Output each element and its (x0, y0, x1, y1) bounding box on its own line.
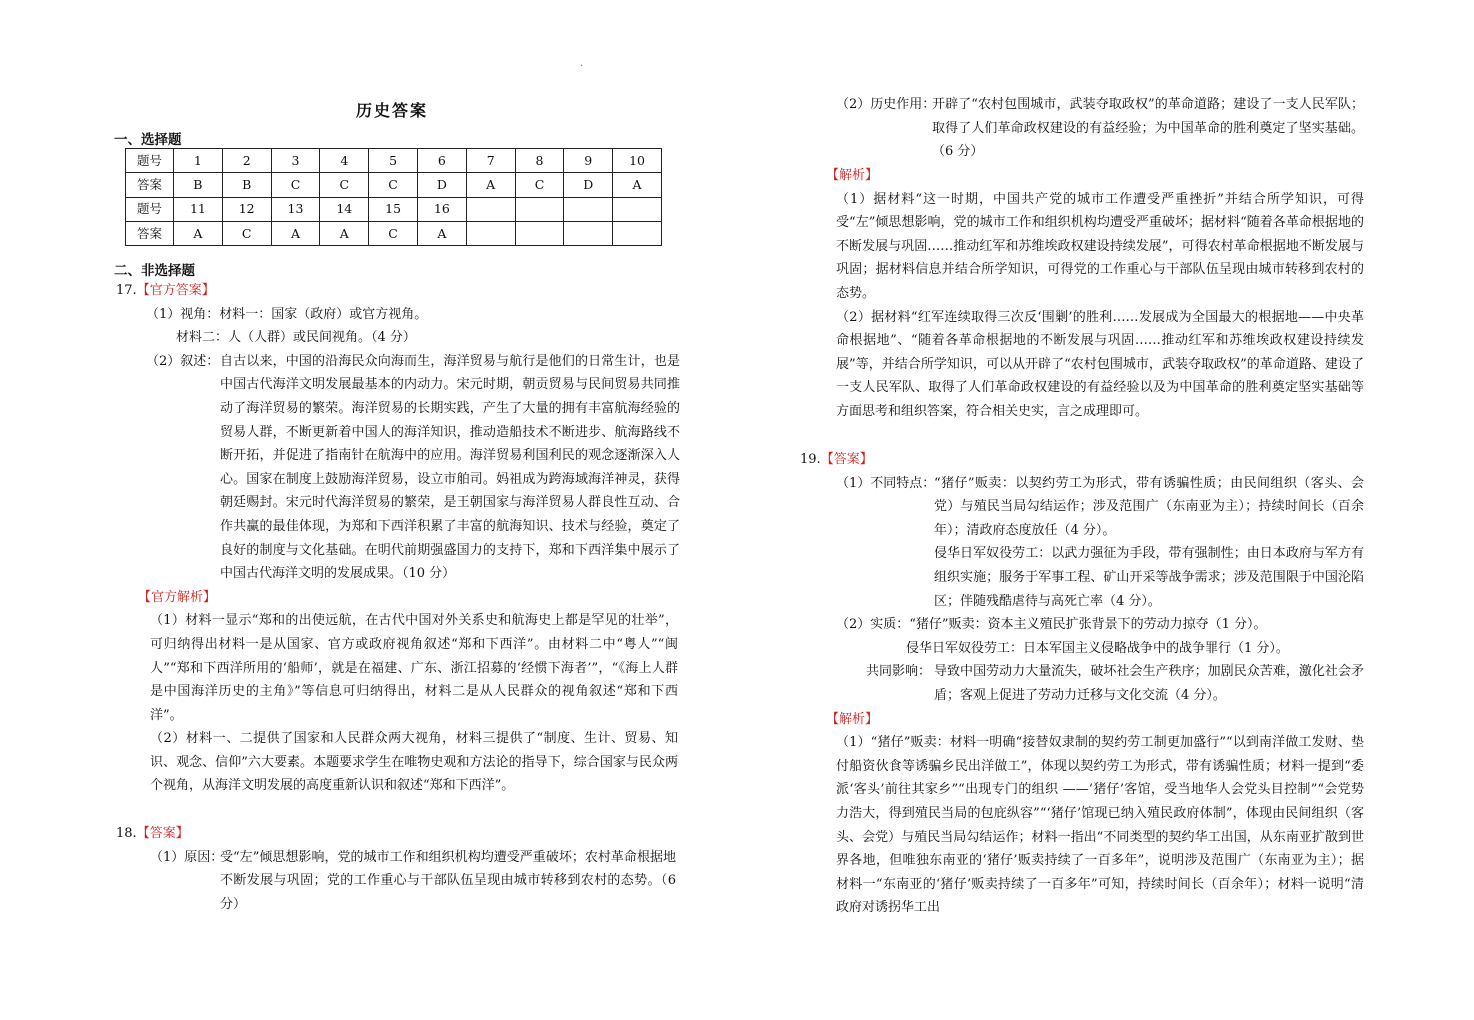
q19-answer-2-line1: （2）实质：“猪仔”贩卖：资本主义殖民扩张背景下的劳动力掠夺（1 分）。 (836, 617, 1267, 633)
q19-common-label: 共同影响： (866, 664, 932, 680)
answer-table-cell: 3 (271, 149, 320, 173)
q17-answer-2-text: 自古以来，中国的沿海民众向海而生，海洋贸易与航行是他们的日常生计，也是中国古代海洋文明发展最基本的内动力。宋元时期，朝贡贸易与民间贸易共同推动了海洋贸易的繁荣。海洋贸易的长期实践，产生了大量的拥有丰富航海经验的贸易人群，不断更新着中国人的海洋知识，推动造船技术不断进步、航海路线不断开拓，并促进了指南针在航海中的应用。海洋贸易利国利民的观念逐渐深入人心。国家在制度上鼓励海洋贸易，设立市舶司。妈祖成为跨海域海洋神灵，获得朝廷赐封。宋元时代海洋贸易的繁荣，是王朝国家与海洋贸易人群良性互动、合作共赢的最佳体现，为郑和下西洋积累了丰富的航海知识、技术与经验，奠定了良好的制度与文化基础。在明代前期强盛国力的支持下，郑和下西洋集中展示了中国古代海洋文明的发展成果。（10 分） (220, 353, 680, 582)
section-non-choice: 二、非选择题 (114, 263, 195, 279)
q19-answer-1-text1: “猪仔”贩卖：以契约劳工为形式，带有诱骗性质；由民间组织（客头、会党）与殖民当局勾结运作；涉及范围广（东南亚为主）；持续时间长（百余年）；清政府态度放任（4 分）。 (934, 475, 1364, 538)
section-multiple-choice: 一、选择题 (114, 132, 182, 148)
answer-table-cell: 7 (466, 149, 515, 173)
answer-table-cell: 14 (320, 197, 369, 221)
q17-answer-tag: 【官方答案】 (136, 283, 215, 298)
answer-table-cell: C (271, 173, 320, 197)
answer-table-row-header: 题号 (126, 197, 174, 221)
answer-table-cell (564, 221, 613, 245)
answer-table-cell: D (564, 173, 613, 197)
q18-number: 18. (116, 826, 137, 841)
q19-block (800, 448, 1366, 920)
answer-table-cell (613, 221, 662, 245)
answer-table-cell: A (174, 221, 223, 245)
answer-table-cell: 15 (369, 197, 418, 221)
q17-block (116, 279, 680, 798)
q17-number: 17. (116, 283, 137, 298)
answer-table-cell (515, 197, 564, 221)
answer-table-row-header: 答案 (126, 221, 174, 245)
answer-table-cell: B (222, 173, 271, 197)
answer-table-row (126, 197, 662, 221)
answer-table-cell: 12 (222, 197, 271, 221)
answer-table-row (126, 173, 662, 197)
answer-table-cell: C (515, 173, 564, 197)
answer-table-cell: C (369, 173, 418, 197)
answer-table-row (126, 149, 662, 173)
answer-table-cell (466, 197, 515, 221)
q18-analysis (826, 164, 1364, 424)
answer-table-cell: 5 (369, 149, 418, 173)
q17-answer-1-line2: 材料二：人（人群）或民间视角。（4 分） (176, 330, 416, 346)
answer-table-row-header: 答案 (126, 173, 174, 197)
page-title: 历史答案 (355, 101, 428, 120)
q19-number: 19. (800, 452, 821, 467)
q19-answer-tag: 【答案】 (820, 452, 873, 467)
answer-table-cell: A (320, 221, 369, 245)
answer-table-cell: A (466, 173, 515, 197)
answer-table-cell: 9 (564, 149, 613, 173)
q18-analysis-1: （1）据材料“这一时期，中国共产党的城市工作遭受严重挫折”并结合所学知识，可得受“左”倾思想影响，党的城市工作和组织机构均遭受严重破坏；据材料“随着各革命根据地的不断发展与巩固……推动红军和苏维埃政权建设持续发展”，可得农村革命根据地不断发展与巩固；据材料信息并结合所学知识，可得党的工作重心与干部队伍呈现由城市转移到农村的态势。 (836, 191, 1364, 301)
answer-table-cell: C (369, 221, 418, 245)
answer-table-cell: 4 (320, 149, 369, 173)
q17-analysis-1: （1）材料一显示“郑和的出使远航，在古代中国对外关系史和航海史上都是罕见的壮举”，可归纳得出材料一是从国家、官方或政府视角叙述“郑和下西洋”。由材料二中“粤人”“闽人”“郑和下西洋所用的‘船师’，就是在福建、广东、浙江招募的‘经惯下海者’”，“《海上人群是中国海洋历史的主角》”等信息可归纳得出，材料二是从人民群众的视角叙述“郑和下西洋”。 (150, 613, 678, 723)
answer-table-cell: 16 (417, 197, 466, 221)
q19-answer-1-text2: 侵华日军奴役劳工：以武力强征为手段，带有强制性；由日本政府与军方有组织实施；服务于军事工程、矿山开采等战争需求；涉及范围限于中国沦陷区；伴随残酷虐待与高死亡率（4 分）。 (934, 546, 1364, 609)
q18-answer-1-label: （1）原因： (150, 849, 224, 865)
answer-table-cell (564, 197, 613, 221)
answer-table-cell: 10 (613, 149, 662, 173)
q19-answer-2-line2: 侵华日军奴役劳工：日本军国主义侵略战争中的战争罪行（1 分）。 (906, 640, 1289, 656)
q18-analysis-2: （2）据材料“红军连续取得三次反‘围剿’的胜利……发展成为全国最大的根据地——中央革命根据地”、“随着各革命根据地的不断发展与巩固……推动红军和苏维埃政权建设持续发展”等，并结合所学知识，可以从开辟了“农村包围城市，武装夺取政权”的革命道路、建设了一支人民军队、取得了人们革命政权建设的有益经验以及为中国革命的胜利奠定坚实基础等方面思考和组织答案，符合相关史实，言之成理即可。 (836, 309, 1364, 419)
q18-analysis-tag: 【解析】 (826, 168, 879, 183)
q17-answer-2-label: （2）叙述： (146, 353, 220, 369)
answer-table-cell: 6 (417, 149, 466, 173)
q18-answer-tag: 【答案】 (136, 826, 189, 841)
answer-table-cell: 13 (271, 197, 320, 221)
q18-answer-2-text: 开辟了“农村包围城市，武装夺取政权”的革命道路；建设了一支人民军队；取得了人们革命政权建设的有益经验；为中国革命的胜利奠定了坚实基础。（6 分） (932, 97, 1364, 160)
answer-table-cell: 2 (222, 149, 271, 173)
answer-table-cell: 8 (515, 149, 564, 173)
answer-table-cell: 1 (174, 149, 223, 173)
answer-table (125, 148, 662, 246)
answer-table-cell: 11 (174, 197, 223, 221)
q18-answer-2-label: （2）历史作用： (836, 97, 936, 112)
q19-common-text: 导致中国劳动力大量流失，破坏社会生产秩序；加剧民众苦难，激化社会矛盾；客观上促进了劳动力迁移与文化交流（4 分）。 (934, 664, 1364, 703)
q18-block (116, 822, 676, 916)
answer-table-cell: A (271, 221, 320, 245)
answer-table-cell: C (222, 221, 271, 245)
answer-table-cell: A (417, 221, 466, 245)
answer-table-cell: A (613, 173, 662, 197)
answer-table-row (126, 221, 662, 245)
answer-table-cell (613, 197, 662, 221)
answer-table-cell: C (320, 173, 369, 197)
q17-answer-1-line1: （1）视角：材料一：国家（政府）或官方视角。 (146, 306, 428, 322)
q18-continued (836, 93, 1364, 164)
answer-table-row-header: 题号 (126, 149, 174, 173)
answer-table-cell: B (174, 173, 223, 197)
q19-analysis-tag: 【解析】 (826, 711, 879, 727)
q19-answer-1-label: （1）不同特点： (836, 475, 936, 491)
answer-table-cell (466, 221, 515, 245)
header-mark: . (580, 58, 584, 69)
answer-table-cell: D (417, 173, 466, 197)
answer-table-cell (515, 221, 564, 245)
q18-answer-1-text: 受“左”倾思想影响，党的城市工作和组织机构均遭受严重破坏；农村革命根据地不断发展与巩固；党的工作重心与干部队伍呈现由城市转移到农村的态势。（6 分） (220, 849, 676, 912)
q17-analysis-tag: 【官方解析】 (138, 589, 217, 605)
q17-analysis-2: （2）材料一、二提供了国家和人民群众两大视角，材料三提供了“制度、生计、贸易、知识、观念、信仰”六大要素。本题要求学生在唯物史观和方法论的指导下，综合国家与民众两个视角，从海洋文明发展的高度重新认识和叙述“郑和下西洋”。 (150, 731, 678, 794)
q19-analysis-1: （1）“猪仔”贩卖：材料一明确“接替奴隶制的契约劳工制更加盛行”“以到南洋做工发财、垫付船资伙食等诱骗乡民出洋做工”，体现以契约劳工为形式，带有诱骗性质；材料一提到“委派‘客头’前往其家乡”“出现专门的组织 ——‘猪仔’客馆，受当地华人会党头目控制”“会党势力浩大，得到殖民当局的包庇纵容”“‘猪仔’馆现已纳入殖民政府体制”，体现由民间组织（客头、会党）与殖民当局勾结运作；材料一指出“不同类型的契约华工出国，从东南亚扩散到世界各地，但唯独东南亚的‘猪仔’贩卖持续了一百多年”，说明涉及范围广（东南亚为主）；据材料一“东南亚的‘猪仔’贩卖持续了一百多年”可知，持续时间长（百余年）；材料一说明“清政府对诱拐华工出 (836, 735, 1364, 916)
